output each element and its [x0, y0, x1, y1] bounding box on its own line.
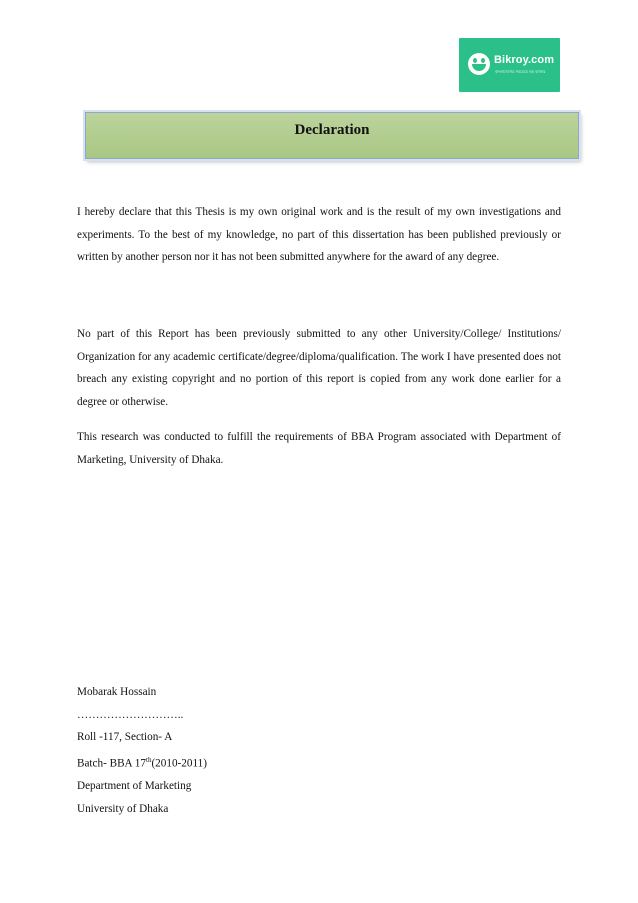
smiley-icon [468, 53, 490, 75]
department: Department of Marketing [77, 780, 192, 793]
signature-block [77, 681, 207, 820]
batch: Batch- BBA 17th(2010-2011) [77, 755, 207, 770]
page-title: Declaration [294, 122, 370, 138]
signature-line: ……………………….. [77, 708, 184, 721]
paragraph-originality: I hereby declare that this Thesis is my own original work and is the result of my own investigations and experiments. To the best of my knowledge, no part of this dissertation has been published previously or written by another person nor it has not been submitted anywhere for the award of any degree. [77, 206, 561, 264]
paragraph-submission: No part of this Report has been previously submitted to any other University/College/ Institutions/ Organization for any academic certificate/degree/diploma/qualification. The work I have presented does not breach any existing copyright and no portion of this report is copied from any work done earlier for a degree or otherwise. [77, 328, 561, 408]
paragraph-purpose: This research was conducted to fulfill the requirements of BBA Program associated with Department of Marketing, University of Dhaka. [77, 431, 561, 466]
university: University of Dhaka [77, 802, 169, 815]
roll-section: Roll -117, Section- A [77, 731, 173, 744]
declaration-banner [85, 112, 579, 159]
logo-brand: Bikroy.com [494, 54, 555, 66]
bikroy-logo [459, 38, 560, 92]
logo-tagline: বাংলাদেশের সবচেয়ে বড় বাজার [495, 69, 546, 74]
author-name: Mobarak Hossain [77, 686, 157, 698]
